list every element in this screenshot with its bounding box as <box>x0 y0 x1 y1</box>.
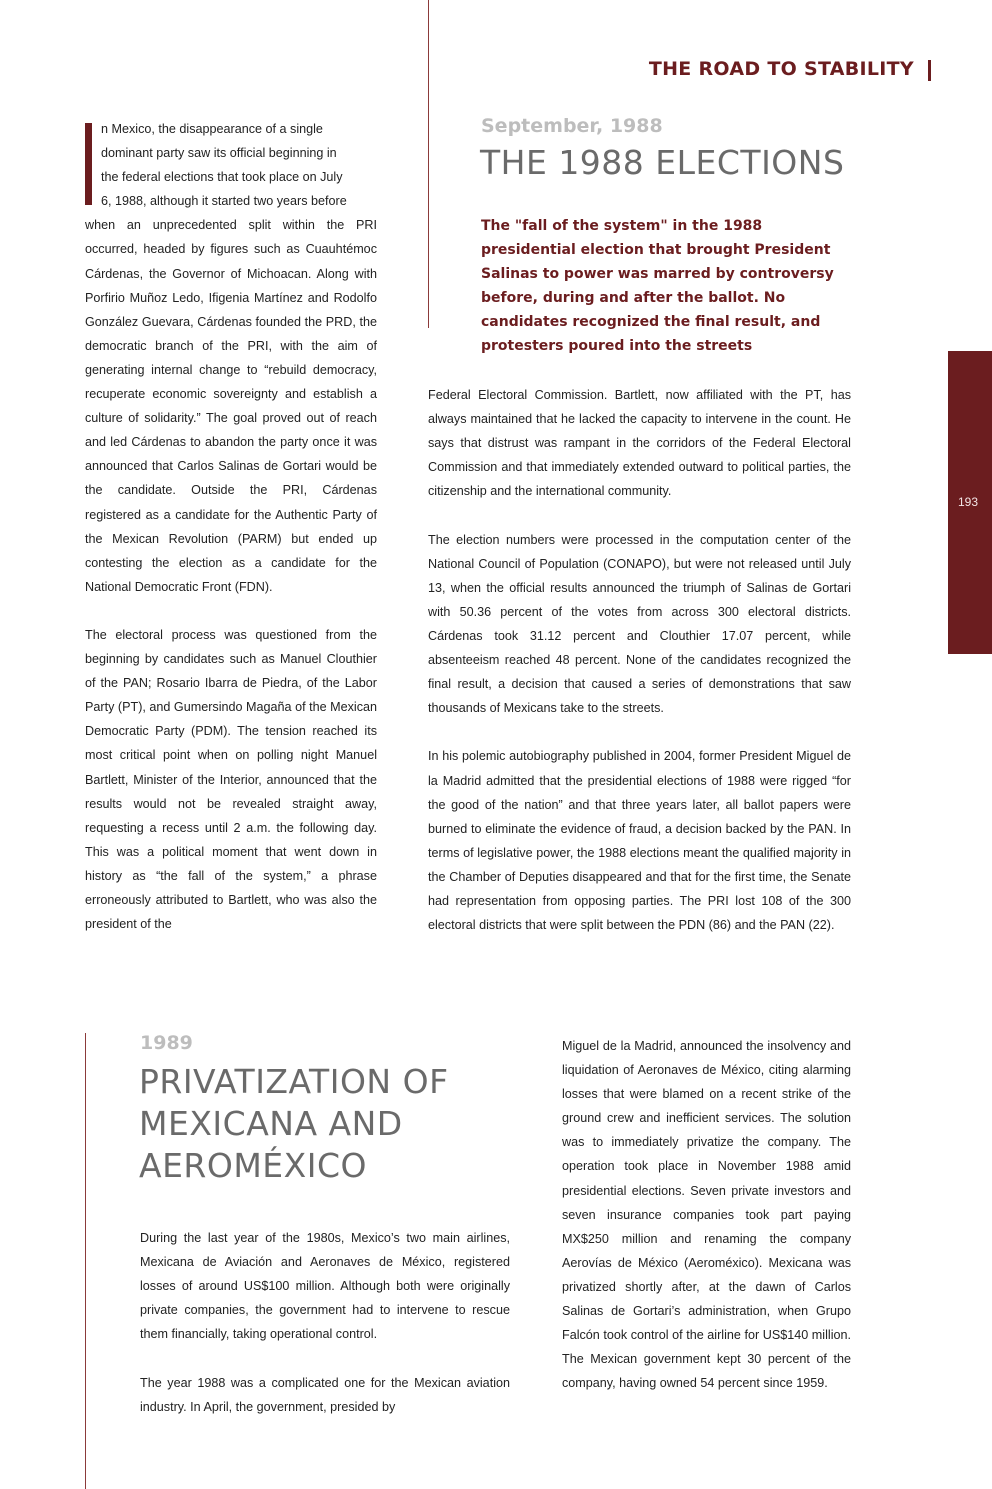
intro-line: dominant party saw its official beginning in <box>101 146 337 161</box>
title-line: PRIVATIZATION OF <box>139 1062 449 1101</box>
title-line: MEXICANA AND <box>139 1104 403 1143</box>
body-paragraph: During the last year of the 1980s, Mexico’s two main airlines, Mexicana de Aviación and Aeronaves de México, registered losses of around US$100 million. Although both were originally private companies, the government had to intervene to rescue them financially, taking operational control. <box>140 1231 510 1342</box>
body-paragraph: The year 1988 was a complicated one for the Mexican aviation industry. In April, the government, presided by <box>140 1375 510 1414</box>
left-column <box>85 117 377 936</box>
intro-line: n Mexico, the disappearance of a single <box>101 122 323 136</box>
body-paragraph: In his polemic autobiography published in 2004, former President Miguel de la Madrid admitted that the presidential elections of 1988 were rigged “for the good of the nation” and that three years later, all ballot papers were burned to eliminate the evidence of fraud, a decision backed by the PAN. In terms of legislative power, the 1988 elections meant the qualified majority in the Chamber of Deputies disappeared and that for the first time, the Senate had representation from opposing parties. The PRI lost 108 of the 300 electoral districts that were split between the PDN (86) and the PAN (22). <box>428 749 851 933</box>
section-lead: The "fall of the system" in the 1988 presidential election that brought President Salinas to power was marred by controversy before, during and after the ballot. No candidates recognized the final result, and protesters poured into the streets <box>481 218 834 355</box>
divider-line <box>428 0 429 328</box>
section-title <box>139 1061 449 1187</box>
article-body <box>140 1226 510 1419</box>
article-body <box>428 383 851 937</box>
intro-paragraph: when an unprecedented split within the PRI occurred, headed by figures such as Cuauhtémoc Cárdenas, the Governor of Michoacan. Along with Porfirio Muñoz Ledo, Ifigenia Martínez and Rodolfo González Guevara, Cárdenas founded the PRD, the democratic branch of the PRI, with the aim of generating internal change to “rebuild democracy, recuperate economic sovereignty and establish a culture of solidarity.” The goal proved out of reach and led Cárdenas to abandon the party once it was announced that Carlos Salinas de Gortari would be the candidate. Outside the PRI, Cárdenas registered as a candidate for the Authentic Party of the Mexican Revolution (PARM) but ended up contesting the election as a candidate for the National Democratic Front (FDN). <box>85 218 377 594</box>
header-bar <box>928 60 931 81</box>
section-kicker: 1989 <box>140 1032 193 1054</box>
title-line: AEROMÉXICO <box>139 1146 368 1185</box>
divider-line <box>85 1033 86 1489</box>
body-paragraph: Federal Electoral Commission. Bartlett, now affiliated with the PT, has always maintained that he lacked the capacity to intervene in the count. He says that distrust was rampant in the corridors of the Federal Electoral Commission and that immediately extended outward to political parties, the citizenship and the international community. <box>428 388 851 499</box>
section-title: THE 1988 ELECTIONS <box>480 143 845 182</box>
section-kicker: September, 1988 <box>481 115 663 137</box>
body-paragraph: Miguel de la Madrid, announced the insolvency and liquidation of Aeronaves de México, citing alarming losses that were blamed on a recent strike of the ground crew and inefficient services. The solution was to immediately privatize the company. The operation took place in November 1988 amid presidential elections. Seven private investors and seven insurance companies took part paying MX$250 million and renaming the company Aerovías de México (Aeroméxico). Mexicana was privatized shortly after, at the dawn of Carlos Salinas de Gortari’s administration, when Grupo Falcón took control of the airline for US$140 million. The Mexican government kept 30 percent of the company, having owned 54 percent since 1959. <box>562 1039 851 1391</box>
body-paragraph: The electoral process was questioned from the beginning by candidates such as Manuel Clouthier of the PAN; Rosario Ibarra de Piedra, of the Labor Party (PT), and Gumersindo Magaña of the Mexican Democratic Party (PDM). The tension reached its most critical point when on polling night Manuel Bartlett, Minister of the Interior, announced that the results would not be revealed straight away, requesting a recess until 2 a.m. the following day. This was a political moment that went down in history as “the fall of the system,” a phrase erroneously attributed to Bartlett, who was also the president of the <box>85 627 377 932</box>
intro-line: 6, 1988, although it started two years before <box>101 194 347 209</box>
page-number: 193 <box>957 495 979 509</box>
section-header: THE ROAD TO STABILITY <box>648 58 914 80</box>
article-body-right <box>562 1034 851 1395</box>
intro-line: the federal elections that took place on July <box>101 170 343 185</box>
body-paragraph: The election numbers were processed in the computation center of the National Council of Population (CONAPO), but were not released until July 13, when the official results announced the triumph of Salinas de Gortari with 50.36 percent of the votes from across 300 electoral districts. Cárdenas took 31.12 percent and Clouthier 17.07 percent, while absenteeism reached 48 percent. None of the candidates recognized the final result, a decision that caused a series of demonstrations that saw thousands of Mexicans take to the streets. <box>428 532 851 716</box>
